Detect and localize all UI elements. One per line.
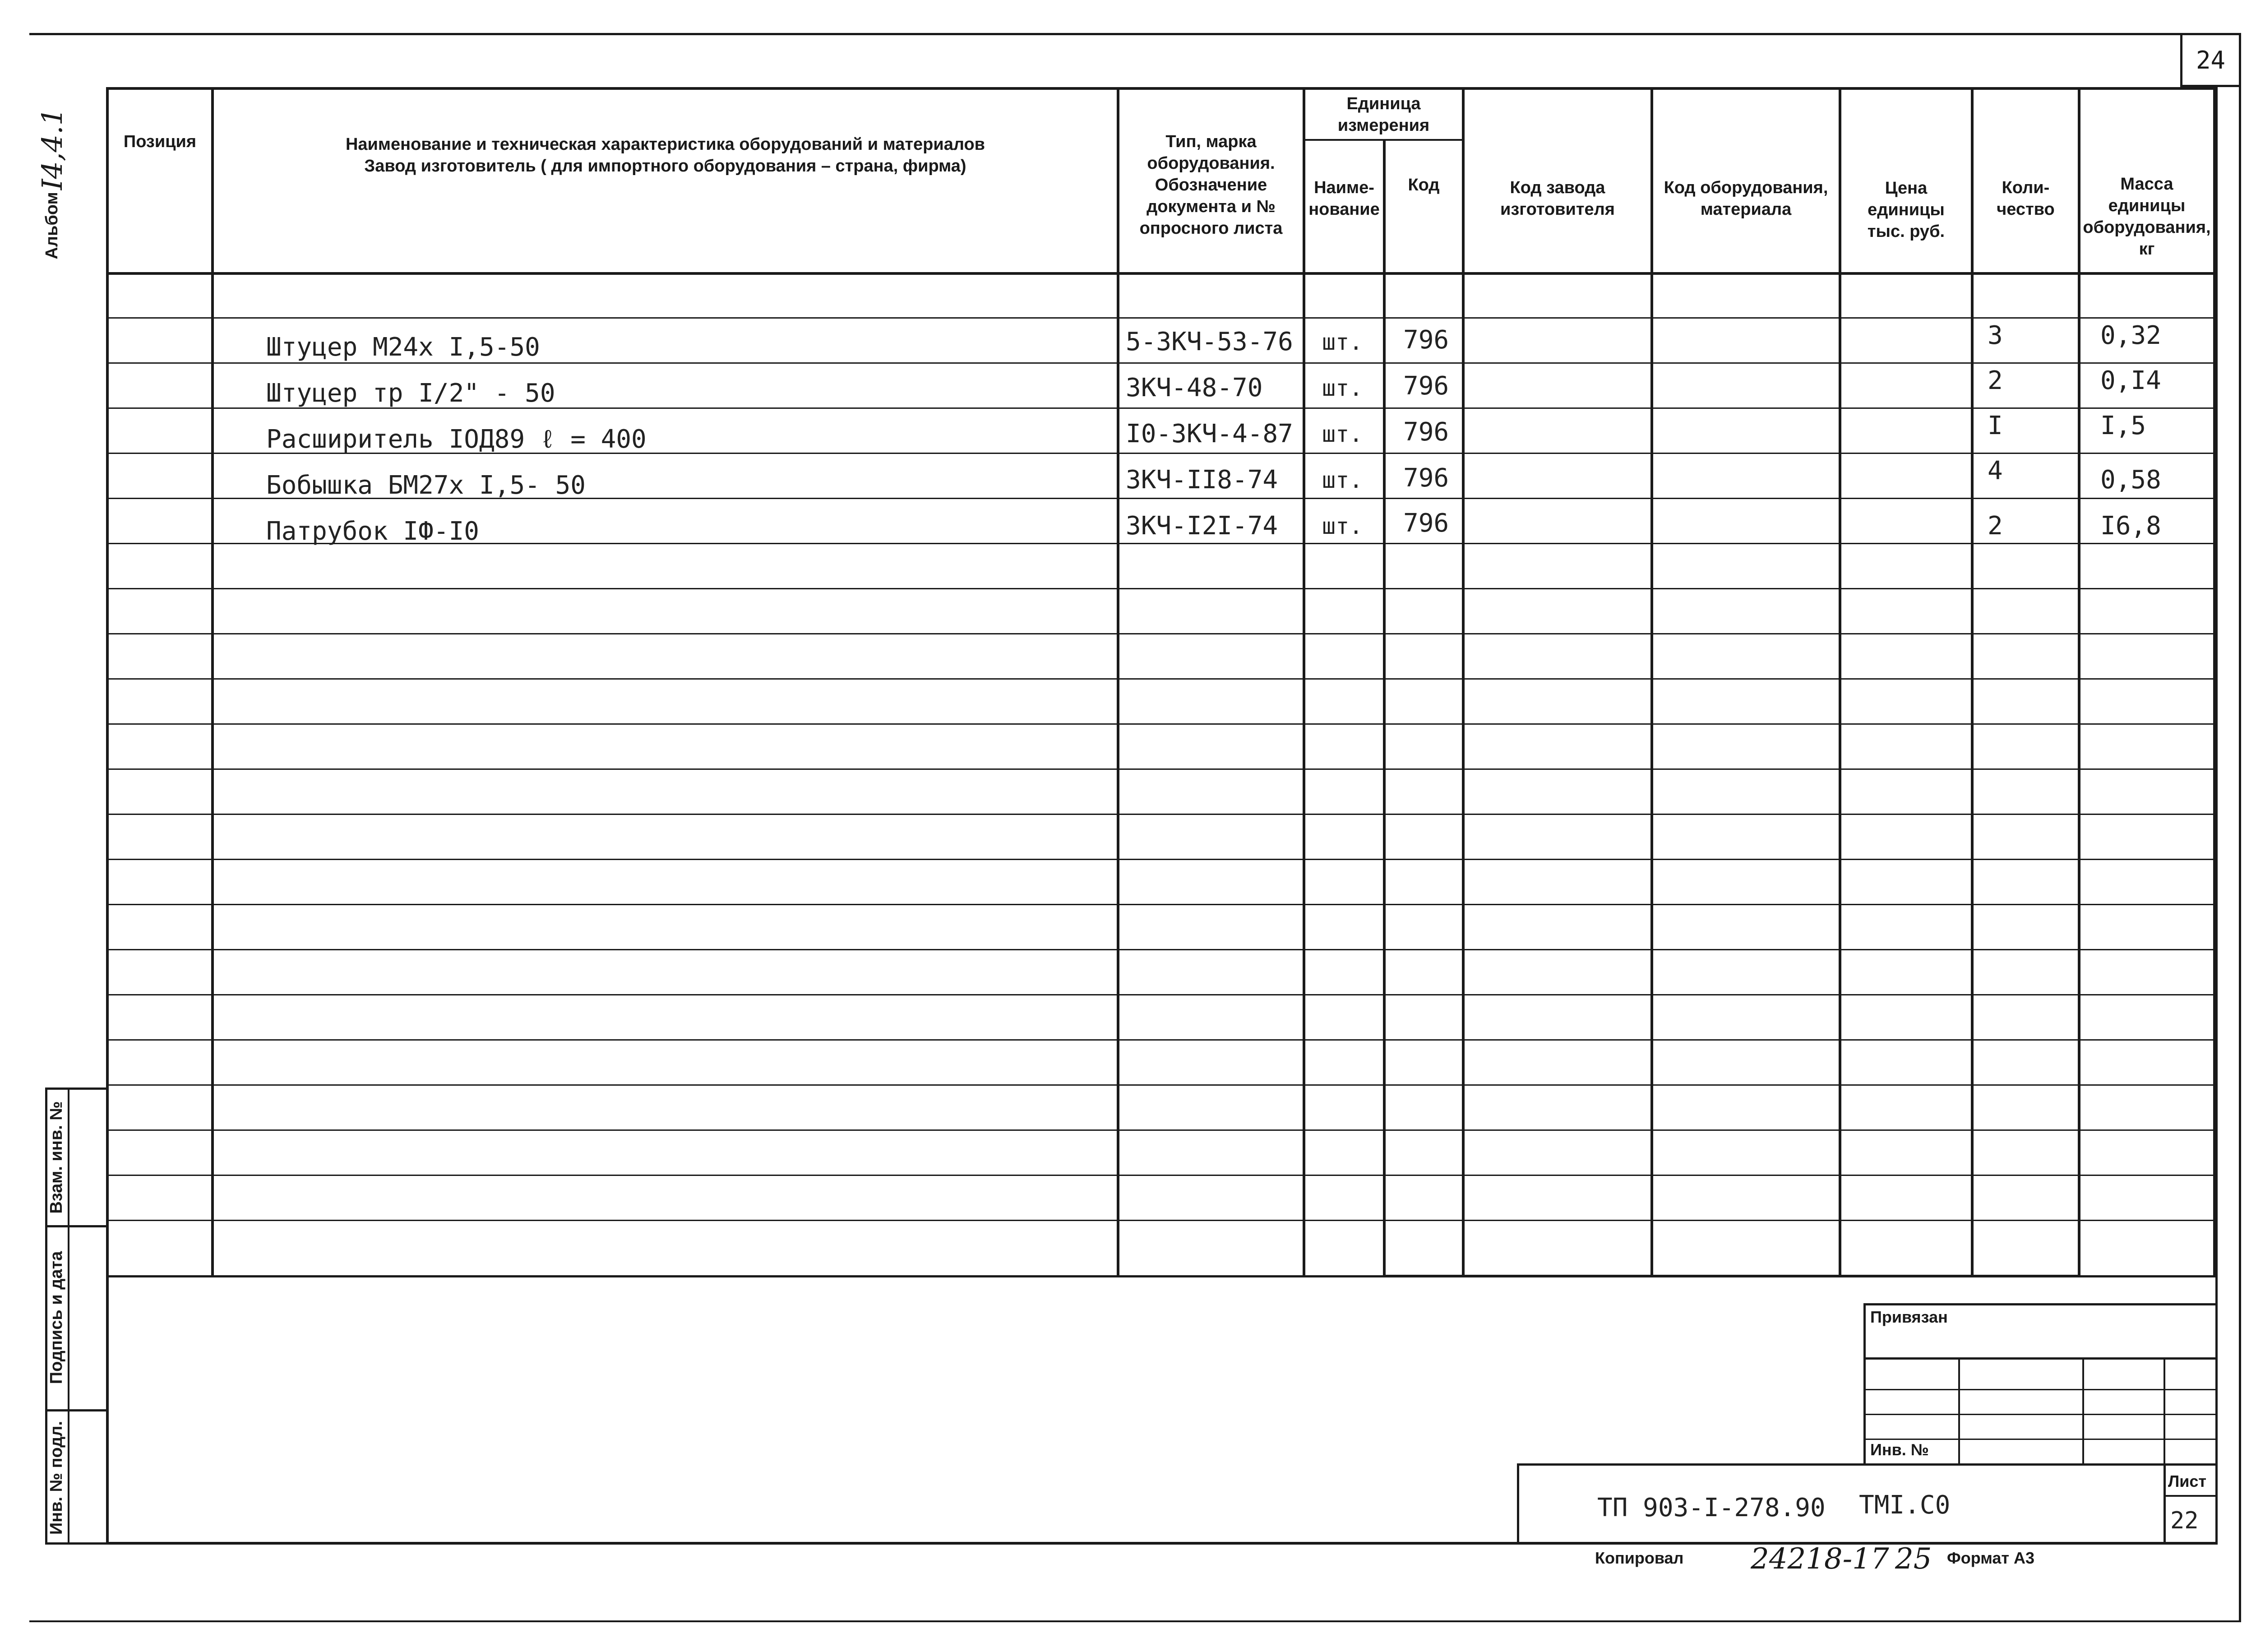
header-name: Наименование и техническая характеристика оборудований и материалов Завод изготовитель ( для импортного оборудования – страна, фирма) xyxy=(345,135,985,176)
album-number: I4,4.1 xyxy=(35,107,69,190)
header-position: Позиция xyxy=(123,132,197,151)
footer-copied: Копировал xyxy=(1595,1549,1684,1567)
header-equipment-code: Код оборудования, материала xyxy=(1664,178,1828,219)
row3-unit: шт. xyxy=(1322,421,1363,447)
privyazan-col xyxy=(2164,1357,2165,1466)
col-line-10 xyxy=(2213,87,2216,1277)
row4-quantity: 4 xyxy=(1988,456,2003,486)
row5-quantity: 2 xyxy=(1988,511,2003,541)
title-block-sheet-row xyxy=(2164,1495,2218,1497)
side-stamp-inv-podl: Инв. № подл. xyxy=(46,1421,66,1535)
row2-mass: 0,I4 xyxy=(2100,366,2161,395)
album-label: Альбом xyxy=(42,192,61,259)
header-quantity: Коли- чество xyxy=(1997,178,2055,219)
row5-type: ЗКЧ-I2I-74 xyxy=(1126,511,1278,541)
side-stamp-divider xyxy=(45,1225,109,1227)
row3-type: I0-ЗКЧ-4-87 xyxy=(1126,419,1293,449)
top-sheet-number: 24 xyxy=(2196,46,2226,74)
top-border xyxy=(29,33,2240,35)
side-stamp-podpis: Подпись и дата xyxy=(46,1251,66,1384)
row1-type: 5-ЗКЧ-53-76 xyxy=(1126,327,1293,356)
row4-type: ЗКЧ-II8-74 xyxy=(1126,465,1278,495)
row2-code: 796 xyxy=(1403,371,1449,401)
footer-format: Формат А3 xyxy=(1947,1549,2035,1567)
header-unit-code: Код xyxy=(1408,176,1440,194)
title-block-mark: ТМI.С0 xyxy=(1859,1490,1951,1520)
row5-unit: шт. xyxy=(1322,513,1363,539)
row1-unit: шт. xyxy=(1322,329,1363,355)
row2-quantity: 2 xyxy=(1988,366,2003,395)
privyazan-inv: Инв. № xyxy=(1870,1440,1929,1459)
code-block-frame xyxy=(1383,272,2080,1277)
row5-mass: I6,8 xyxy=(2100,511,2161,541)
privyazan-title: Привязан xyxy=(1870,1308,1948,1326)
header-unit-name: Наиме- нование xyxy=(1308,178,1380,219)
privyazan-col xyxy=(1958,1357,1960,1466)
row3-name: Расширитель IОД89 ℓ = 400 xyxy=(266,425,647,454)
right-border xyxy=(2239,33,2241,1622)
row1-mass: 0,32 xyxy=(2100,321,2161,350)
row1-quantity: 3 xyxy=(1988,321,2003,350)
col-line-1 xyxy=(211,87,214,1277)
row5-name: Патрубок IФ-I0 xyxy=(266,517,480,546)
col-line-3 xyxy=(1303,87,1305,1277)
title-block-sheet-value: 22 xyxy=(2170,1507,2199,1534)
header-type: Тип, марка оборудования. Обозначение документа и № опросного листа xyxy=(1139,132,1283,238)
row4-mass: 0,58 xyxy=(2100,465,2161,495)
row3-code: 796 xyxy=(1403,417,1449,447)
row4-code: 796 xyxy=(1403,463,1449,493)
header-price: Цена единицы тыс. руб. xyxy=(1867,179,1945,241)
top-sheet-number-box xyxy=(2180,35,2239,87)
title-block-doc-code: ТП 903-I-278.90 xyxy=(1597,1493,1826,1522)
row4-unit: шт. xyxy=(1322,467,1363,493)
row4-name: Бобышка БМ27х I,5- 50 xyxy=(266,471,586,500)
header-mass: Масса единицы оборудования, кг xyxy=(2083,175,2211,259)
footer-page: 25 xyxy=(1895,1542,1932,1576)
row3-quantity: I xyxy=(1988,411,2003,440)
row1-name: Штуцер М24х I,5-50 xyxy=(266,333,540,362)
privyazan-col xyxy=(2082,1357,2084,1466)
side-stamp-vzam: Взам. инв. № xyxy=(46,1101,66,1214)
row3-mass: I,5 xyxy=(2100,411,2146,440)
row2-type: ЗКЧ-48-70 xyxy=(1126,373,1263,403)
header-factory-code: Код завода изготовителя xyxy=(1500,178,1615,219)
header-unit-group: Единица измерения xyxy=(1337,94,1430,135)
side-stamp-inner-line xyxy=(68,1087,69,1545)
unit-group-separator xyxy=(1303,139,1464,141)
footer-number: 24218-17 xyxy=(1751,1542,1889,1576)
row2-name: Штуцер тр I/2" - 50 xyxy=(266,379,555,408)
col-line-2 xyxy=(1117,87,1119,1277)
title-block-sheet-label: Лист xyxy=(2168,1472,2207,1490)
row5-code: 796 xyxy=(1403,509,1449,538)
row1-code: 796 xyxy=(1403,325,1449,355)
bottom-trim-line xyxy=(29,1620,2240,1622)
row2-unit: шт. xyxy=(1322,375,1363,401)
title-block-sheet-col xyxy=(2164,1463,2166,1545)
